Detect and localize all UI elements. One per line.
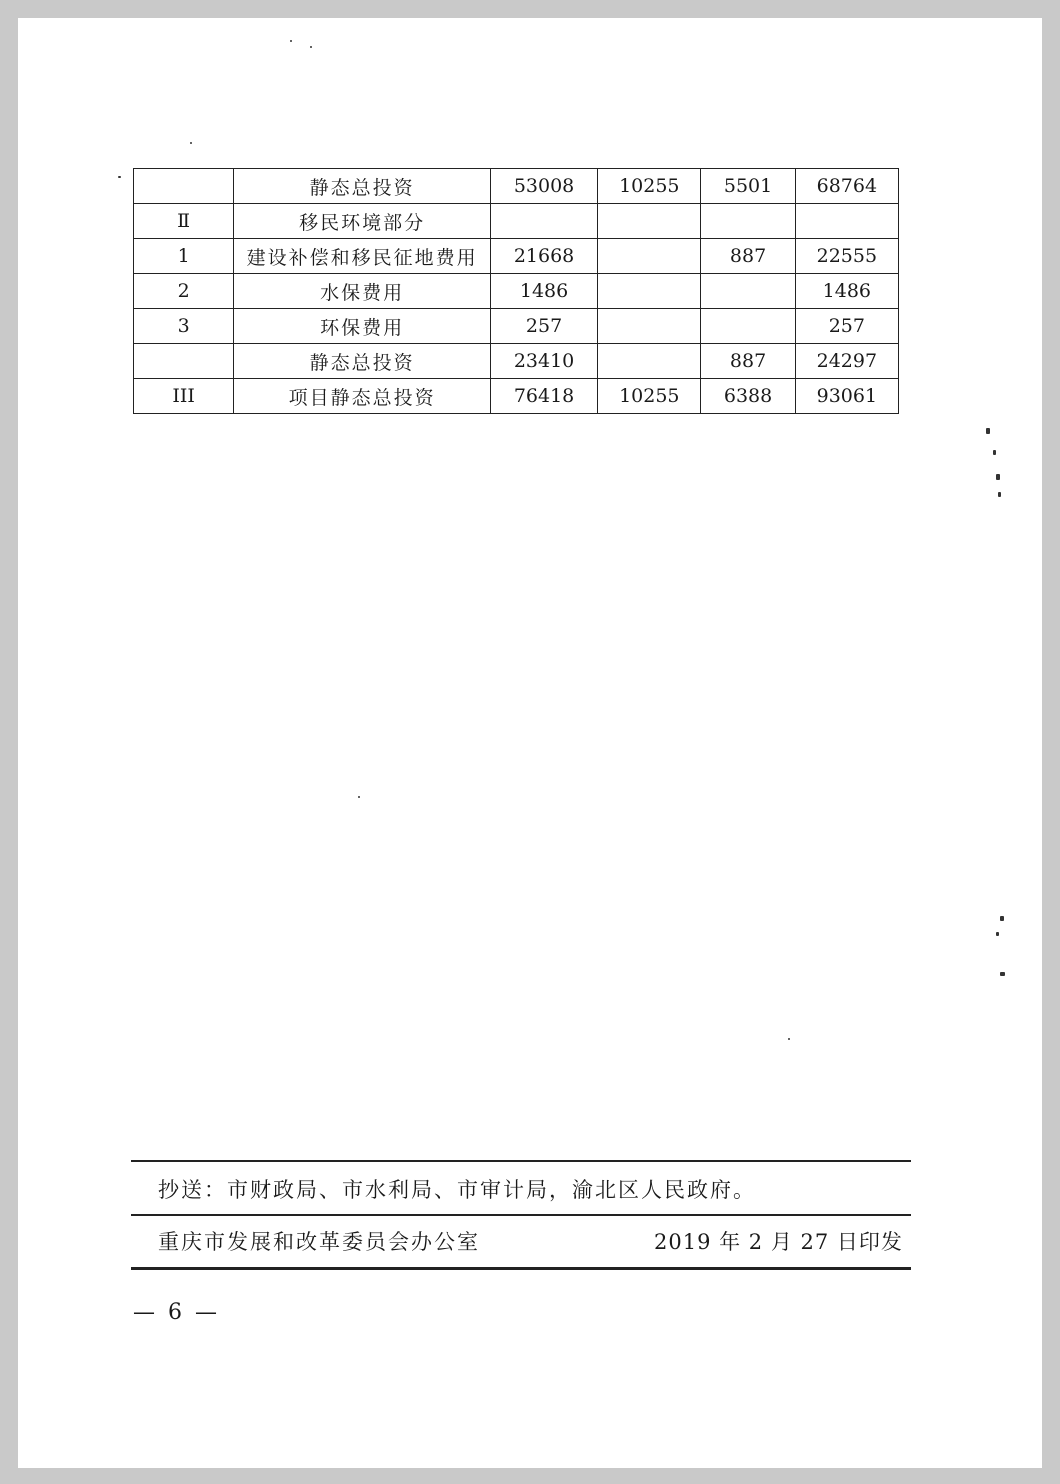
row-index: 3 xyxy=(134,309,234,344)
row-value-3 xyxy=(701,274,795,309)
scan-speck xyxy=(996,932,999,936)
row-value-2 xyxy=(598,309,701,344)
row-value-total: 22555 xyxy=(795,239,898,274)
scan-speck xyxy=(993,450,996,455)
footer-rule-top xyxy=(131,1160,911,1162)
row-item: 静态总投资 xyxy=(234,344,491,379)
scan-speck xyxy=(358,796,360,798)
table-row xyxy=(134,274,899,309)
footer-rule-middle xyxy=(131,1214,911,1216)
row-value-3: 887 xyxy=(701,239,795,274)
scan-speck xyxy=(1000,972,1005,976)
row-item: 建设补偿和移民征地费用 xyxy=(234,239,491,274)
row-index: III xyxy=(134,379,234,414)
table-row xyxy=(134,379,899,414)
scan-speck xyxy=(788,1038,790,1040)
scan-speck xyxy=(290,40,292,42)
row-value-total: 24297 xyxy=(795,344,898,379)
row-item: 项目静态总投资 xyxy=(234,379,491,414)
row-item: 移民环境部分 xyxy=(234,204,491,239)
row-value-total: 93061 xyxy=(795,379,898,414)
row-value-1: 257 xyxy=(490,309,597,344)
row-index xyxy=(134,169,234,204)
page-number: — 6 — xyxy=(133,1300,220,1325)
cc-label: 抄送： xyxy=(158,1178,227,1202)
scan-speck xyxy=(118,176,121,178)
row-item: 静态总投资 xyxy=(234,169,491,204)
row-value-3: 6388 xyxy=(701,379,795,414)
row-item: 水保费用 xyxy=(234,274,491,309)
row-value-1: 23410 xyxy=(490,344,597,379)
scan-speck xyxy=(1000,916,1004,921)
row-value-3 xyxy=(701,204,795,239)
row-index: 1 xyxy=(134,239,234,274)
issuer: 重庆市发展和改革委员会办公室 xyxy=(158,1230,480,1254)
cc-recipients: 市财政局、市水利局、市审计局，渝北区人民政府。 xyxy=(227,1178,756,1202)
table-row xyxy=(134,344,899,379)
investment-table xyxy=(133,168,899,414)
row-value-3: 5501 xyxy=(701,169,795,204)
scan-speck xyxy=(310,46,312,48)
table-row xyxy=(134,204,899,239)
row-item: 环保费用 xyxy=(234,309,491,344)
footer-rule-bottom xyxy=(131,1267,911,1270)
row-index: Ⅱ xyxy=(134,204,234,239)
row-value-2 xyxy=(598,204,701,239)
row-value-total: 68764 xyxy=(795,169,898,204)
cc-line xyxy=(158,1174,756,1204)
scan-speck xyxy=(998,492,1001,497)
row-index: 2 xyxy=(134,274,234,309)
row-value-total xyxy=(795,204,898,239)
table-row xyxy=(134,309,899,344)
row-value-3 xyxy=(701,309,795,344)
row-value-2: 10255 xyxy=(598,379,701,414)
scan-speck xyxy=(996,474,1000,480)
row-value-2 xyxy=(598,239,701,274)
print-date: 2019 年 2 月 27 日印发 xyxy=(654,1230,903,1254)
row-value-2 xyxy=(598,344,701,379)
row-value-2 xyxy=(598,274,701,309)
table-row xyxy=(134,169,899,204)
row-index xyxy=(134,344,234,379)
table-row xyxy=(134,239,899,274)
row-value-total: 257 xyxy=(795,309,898,344)
row-value-1: 1486 xyxy=(490,274,597,309)
row-value-total: 1486 xyxy=(795,274,898,309)
row-value-1: 21668 xyxy=(490,239,597,274)
row-value-1: 53008 xyxy=(490,169,597,204)
scan-speck xyxy=(190,142,192,144)
row-value-1: 76418 xyxy=(490,379,597,414)
row-value-2: 10255 xyxy=(598,169,701,204)
scan-speck xyxy=(986,428,990,434)
row-value-3: 887 xyxy=(701,344,795,379)
row-value-1 xyxy=(490,204,597,239)
document-page xyxy=(18,18,1042,1468)
